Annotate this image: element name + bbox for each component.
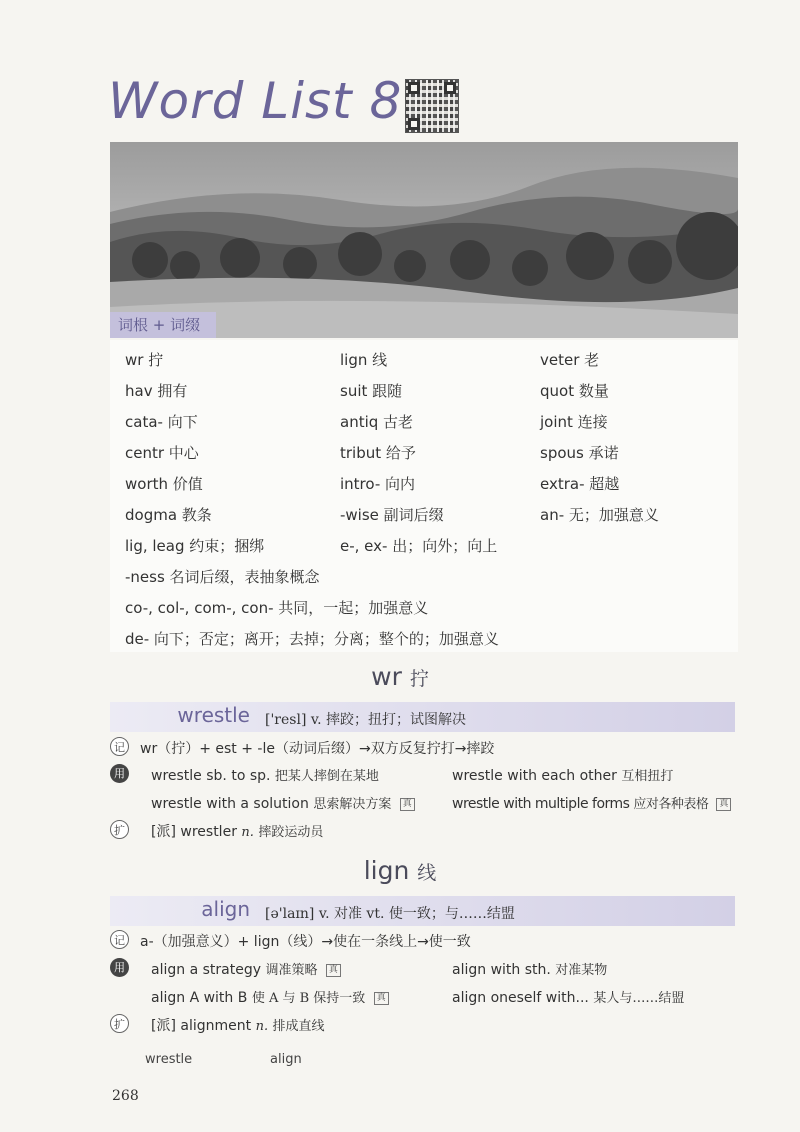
root-item: -ness 名词后缀，表抽象概念 (125, 568, 320, 586)
usage-item: wrestle with multiple forms 应对各种表格 真 (452, 793, 731, 812)
root-item: an- 无；加强意义 (540, 506, 659, 524)
memory-icon: 记 (110, 737, 129, 756)
usage-item: align with sth. 对准某物 (452, 962, 608, 978)
usage-item: align oneself with... 某人与……结盟 (452, 990, 685, 1006)
root-item: quot 数量 (540, 382, 609, 400)
root-item: dogma 教条 (125, 506, 212, 524)
memory-icon: 记 (110, 930, 129, 949)
usage-icon: 用 (110, 764, 129, 783)
bleed-through-word: align (270, 1052, 302, 1067)
extension-icon: 扩 (110, 820, 129, 839)
root-item: tribut 给予 (340, 444, 416, 462)
usage-item: align a strategy 调准策略 真 (151, 959, 341, 978)
bleed-through-word: wrestle (145, 1052, 193, 1067)
exam-badge: 真 (400, 798, 415, 811)
root-item: centr 中心 (125, 444, 199, 462)
root-heading-text: lign (363, 856, 410, 885)
usage-item: wrestle sb. to sp. 把某人摔倒在某地 (151, 768, 379, 784)
exam-badge: 真 (374, 992, 389, 1005)
entry-definition: [ə'laɪn] v. 对准 vt. 使一致；与……结盟 (265, 906, 515, 922)
root-item: antiq 古老 (340, 413, 414, 431)
root-item: wr 拧 (125, 351, 164, 369)
root-heading-wr (0, 662, 800, 691)
root-item: lign 线 (340, 351, 388, 369)
root-item: spous 承诺 (540, 444, 619, 462)
qr-code-icon (405, 79, 459, 133)
memory-text: wr（拧）+ est + -le（动词后缀）→双方反复拧打→摔跤 (140, 741, 495, 757)
extension-icon: 扩 (110, 1014, 129, 1033)
usage-item: wrestle with each other 互相扭打 (452, 768, 674, 784)
root-item: cata- 向下 (125, 413, 198, 431)
root-heading-cn: 线 (417, 862, 437, 884)
entry-band-align (110, 896, 735, 926)
usage-item: align A with B 使 A 与 B 保持一致 真 (151, 987, 389, 1006)
root-heading-cn: 拧 (409, 668, 429, 690)
exam-badge: 真 (716, 798, 731, 811)
root-item: lig, leag 约束；捆绑 (125, 537, 265, 555)
exam-badge: 真 (326, 964, 341, 977)
root-item: -wise 副词后缀 (340, 506, 444, 524)
root-item: co-, col-, com-, con- 共同，一起；加强意义 (125, 599, 429, 617)
roots-affixes-box (110, 340, 738, 652)
page-title: Word List 8 (108, 72, 403, 130)
entry-word: align (201, 897, 250, 921)
root-item: extra- 超越 (540, 475, 620, 493)
extension-text: [派] alignment n. 排成直线 (151, 1018, 325, 1034)
root-item: joint 连接 (540, 413, 608, 431)
memory-text: a-（加强意义）+ lign（线）→使在一条线上→使一致 (140, 934, 471, 950)
roots-section-label: 词根 + 词缀 (110, 312, 216, 338)
root-item: hav 拥有 (125, 382, 188, 400)
page-number: 268 (112, 1088, 139, 1104)
entry-word: wrestle (177, 703, 250, 727)
root-item: intro- 向内 (340, 475, 416, 493)
usage-item: wrestle with a solution 思索解决方案 真 (151, 793, 415, 812)
entry-band-wrestle (110, 702, 735, 732)
root-item: e-, ex- 出；向外；向上 (340, 537, 498, 555)
extension-text: [派] wrestler n. 摔跤运动员 (151, 824, 324, 840)
root-item: suit 跟随 (340, 382, 403, 400)
entry-definition: ['resl] v. 摔跤；扭打；试图解决 (265, 712, 467, 728)
root-item: de- 向下；否定；离开；去掉；分离；整个的；加强意义 (125, 630, 499, 648)
root-heading-lign (0, 856, 800, 885)
root-item: veter 老 (540, 351, 600, 369)
root-heading-text: wr (371, 662, 402, 691)
root-item: worth 价值 (125, 475, 203, 493)
usage-icon: 用 (110, 958, 129, 977)
landscape-photo (110, 142, 738, 338)
